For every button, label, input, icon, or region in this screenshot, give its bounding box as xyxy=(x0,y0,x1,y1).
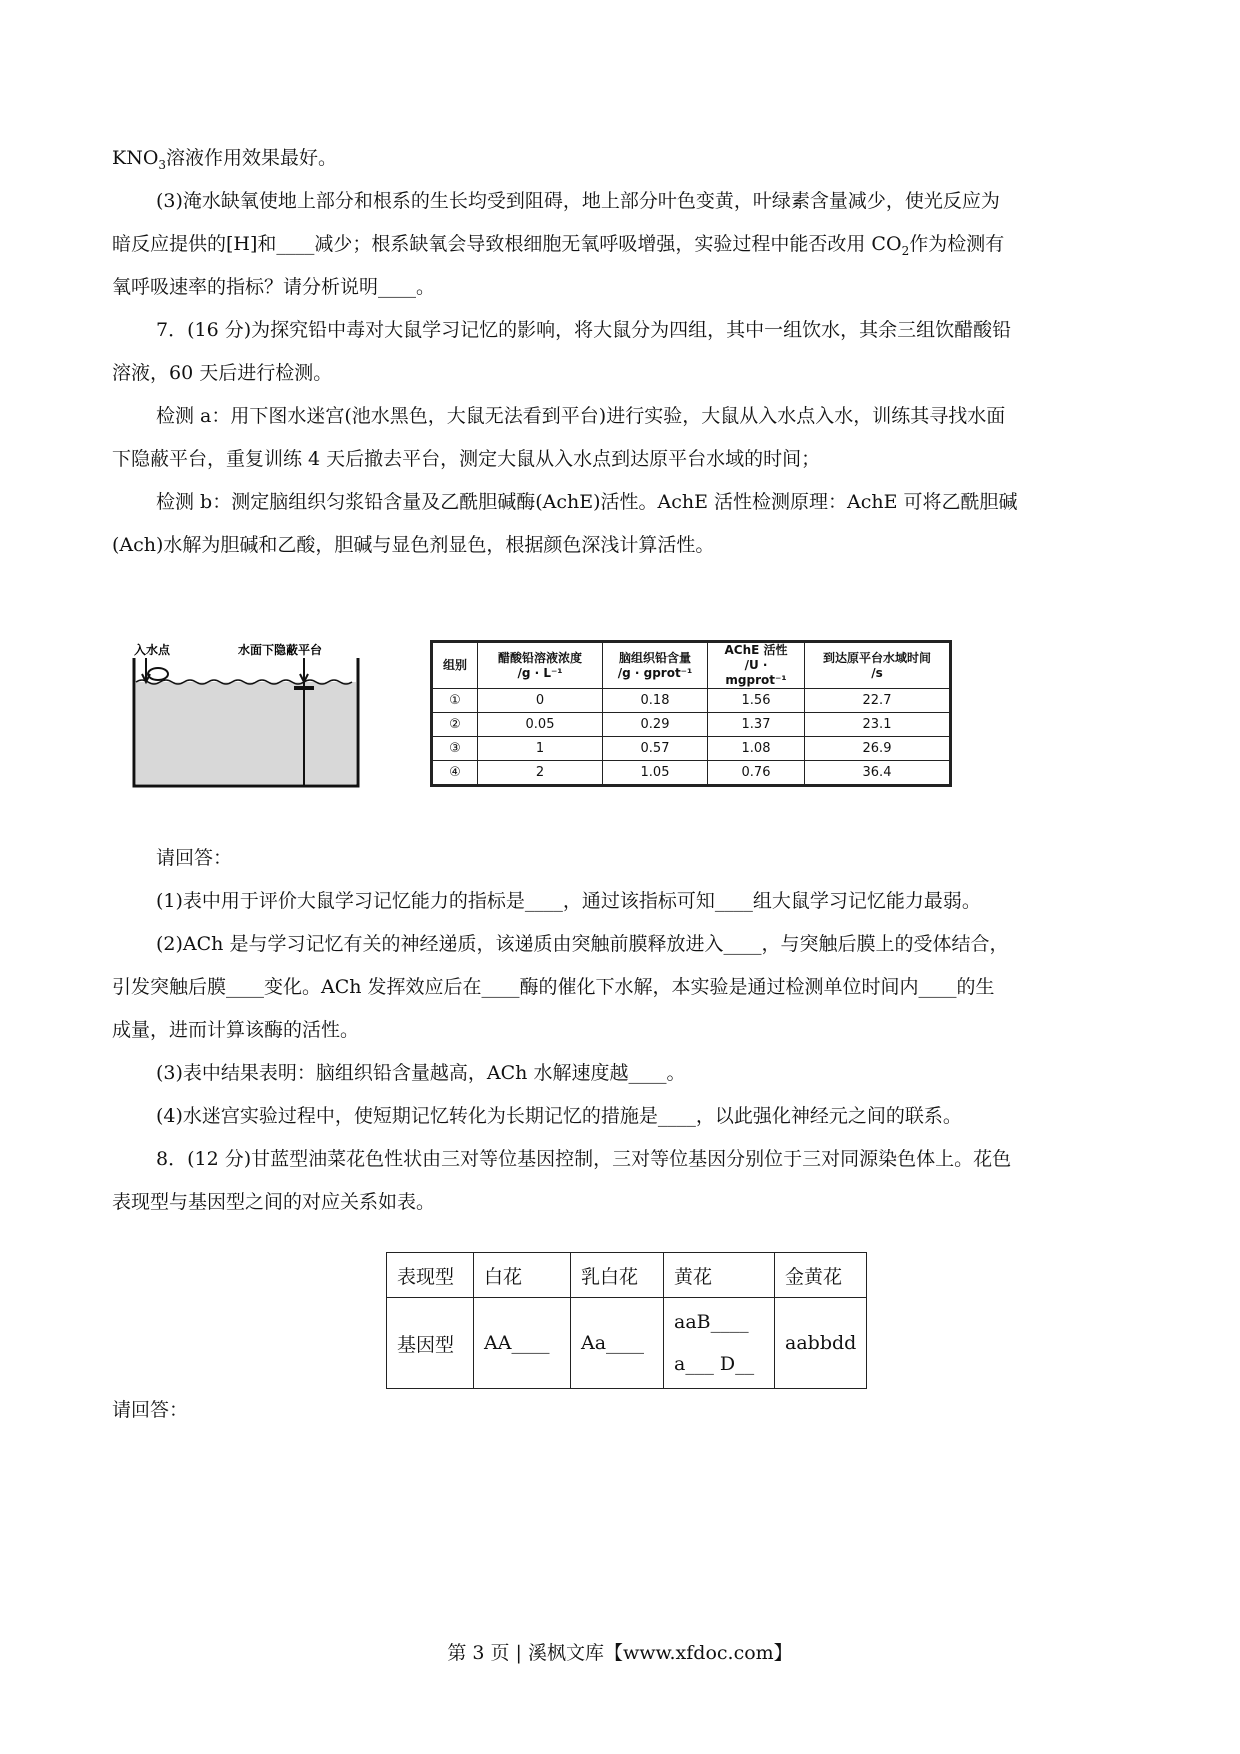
question-8-a: 8．(12 分)甘蓝型油菜花色性状由三对等位基因控制，三对等位基因分别位于三对同源染色体上。花色 xyxy=(156,1148,1012,1170)
paragraph-3a: (3)淹水缺氧使地上部分和根系的生长均受到阻碍，地上部分叶色变黄，叶绿素含量减少，使光反应为 xyxy=(156,190,1000,212)
table-row xyxy=(432,713,951,737)
table-cell: AA____ xyxy=(474,1298,571,1389)
subscript: 2 xyxy=(901,243,910,258)
header-cell: AChE 活性 /U · mgprot⁻¹ xyxy=(708,642,805,689)
table-cell: 乳白花 xyxy=(571,1253,664,1298)
table-cell: 白花 xyxy=(474,1253,571,1298)
table-cell: 26.9 xyxy=(805,737,951,761)
paragraph-text: 溶液作用效果最好。 xyxy=(166,147,338,169)
table-cell: 0.18 xyxy=(603,689,708,713)
table-row xyxy=(387,1253,867,1298)
entry-point-label: 入水点 xyxy=(134,643,171,657)
table-cell: ② xyxy=(432,713,478,737)
subquestion-1: (1)表中用于评价大鼠学习记忆能力的指标是____，通过该指标可知____组大鼠学习记忆能力最弱。 xyxy=(156,890,981,912)
prompt-answer-2: 请回答： xyxy=(112,1399,189,1421)
test-a-line2: 下隐蔽平台，重复训练 4 天后撤去平台，测定大鼠从入水点到达原平台水域的时间； xyxy=(112,448,821,470)
water-maze-diagram xyxy=(130,640,362,790)
table-cell: 0.29 xyxy=(603,713,708,737)
platform-icon xyxy=(294,686,314,690)
header-cell: 醋酸铅溶液浓度 /g · L⁻¹ xyxy=(478,642,603,689)
table-cell: ① xyxy=(432,689,478,713)
table-header-row xyxy=(432,642,951,689)
table-cell: ③ xyxy=(432,737,478,761)
subquestion-3: (3)表中结果表明：脑组织铅含量越高，ACh 水解速度越____。 xyxy=(156,1062,686,1084)
test-b-line2: (Ach)水解为胆碱和乙酸，胆碱与显色剂显色，根据颜色深浅计算活性。 xyxy=(112,534,715,556)
table-cell: 1.08 xyxy=(708,737,805,761)
paragraph-text: 作为检测有 xyxy=(909,233,1005,255)
table-cell: aaB____ a___ D__ xyxy=(664,1298,775,1389)
kno3-text: KNO xyxy=(112,147,159,169)
platform-label: 水面下隐蔽平台 xyxy=(238,643,323,657)
subscript: 3 xyxy=(158,157,167,172)
measurement-table xyxy=(430,640,952,787)
water-body xyxy=(136,682,356,784)
paragraph-kno3 xyxy=(112,146,1128,170)
table-cell: 1.05 xyxy=(603,761,708,786)
table-cell: 2 xyxy=(478,761,603,786)
paragraph-3c: 氧呼吸速率的指标？请分析说明____。 xyxy=(112,276,436,298)
phenotype-table xyxy=(386,1252,867,1389)
table-cell: 0.05 xyxy=(478,713,603,737)
table-cell: 金黄花 xyxy=(775,1253,867,1298)
paragraph-text: 暗反应提供的[H]和____减少；根系缺氧会导致根细胞无氧呼吸增强，实验过程中能否改用 CO xyxy=(112,233,902,255)
table-cell: 36.4 xyxy=(805,761,951,786)
header-cell: 组别 xyxy=(432,642,478,689)
table-cell: 表现型 xyxy=(387,1253,474,1298)
table-cell: 基因型 xyxy=(387,1298,474,1389)
question-7-a: 7．(16 分)为探究铅中毒对大鼠学习记忆的影响，将大鼠分为四组，其中一组饮水，其余三组饮醋酸铅 xyxy=(156,319,1012,341)
test-a-line1: 检测 a：用下图水迷宫(池水黑色，大鼠无法看到平台)进行实验，大鼠从入水点入水，训练其寻找水面 xyxy=(156,405,1006,427)
table-row xyxy=(387,1298,867,1389)
table-cell: 0 xyxy=(478,689,603,713)
prompt-answer: 请回答： xyxy=(156,847,233,869)
subquestion-4: (4)水迷宫实验过程中，使短期记忆转化为长期记忆的措施是____，以此强化神经元之间的联系。 xyxy=(156,1105,962,1127)
subquestion-2a: (2)ACh 是与学习记忆有关的神经递质，该递质由突触前膜释放进入____，与突触后膜上的受体结合， xyxy=(156,933,1009,955)
table-cell: 22.7 xyxy=(805,689,951,713)
table-cell: 1.37 xyxy=(708,713,805,737)
paragraph-3b xyxy=(112,232,1128,256)
question-8-b: 表现型与基因型之间的对应关系如表。 xyxy=(112,1191,436,1213)
table-cell: aabbdd xyxy=(775,1298,867,1389)
table-cell: 0.76 xyxy=(708,761,805,786)
table-cell: 0.57 xyxy=(603,737,708,761)
page-footer: 第 3 页 | 溪枫文库【www.xfdoc.com】 xyxy=(447,1642,793,1664)
subquestion-2b: 引发突触后膜____变化。ACh 发挥效应后在____酶的催化下水解，本实验是通过检测单位时间内____的生 xyxy=(112,976,995,998)
header-cell: 到达原平台水域时间 /s xyxy=(805,642,951,689)
header-cell: 脑组织铅含量 /g · gprot⁻¹ xyxy=(603,642,708,689)
table-cell: 23.1 xyxy=(805,713,951,737)
table-cell: 黄花 xyxy=(664,1253,775,1298)
question-7-b: 溶液，60 天后进行检测。 xyxy=(112,362,333,384)
table-cell: 1 xyxy=(478,737,603,761)
test-b-line1: 检测 b：测定脑组织匀浆铅含量及乙酰胆碱酶(AchE)活性。AchE 活性检测原理：AchE 可将乙酰胆碱 xyxy=(156,491,1018,513)
table-cell: Aa____ xyxy=(571,1298,664,1389)
table-row xyxy=(432,761,951,786)
table-cell: ④ xyxy=(432,761,478,786)
subquestion-2c: 成量，进而计算该酶的活性。 xyxy=(112,1019,360,1041)
rat-icon xyxy=(148,668,168,680)
table-row xyxy=(432,737,951,761)
table-row xyxy=(432,689,951,713)
table-cell: 1.56 xyxy=(708,689,805,713)
